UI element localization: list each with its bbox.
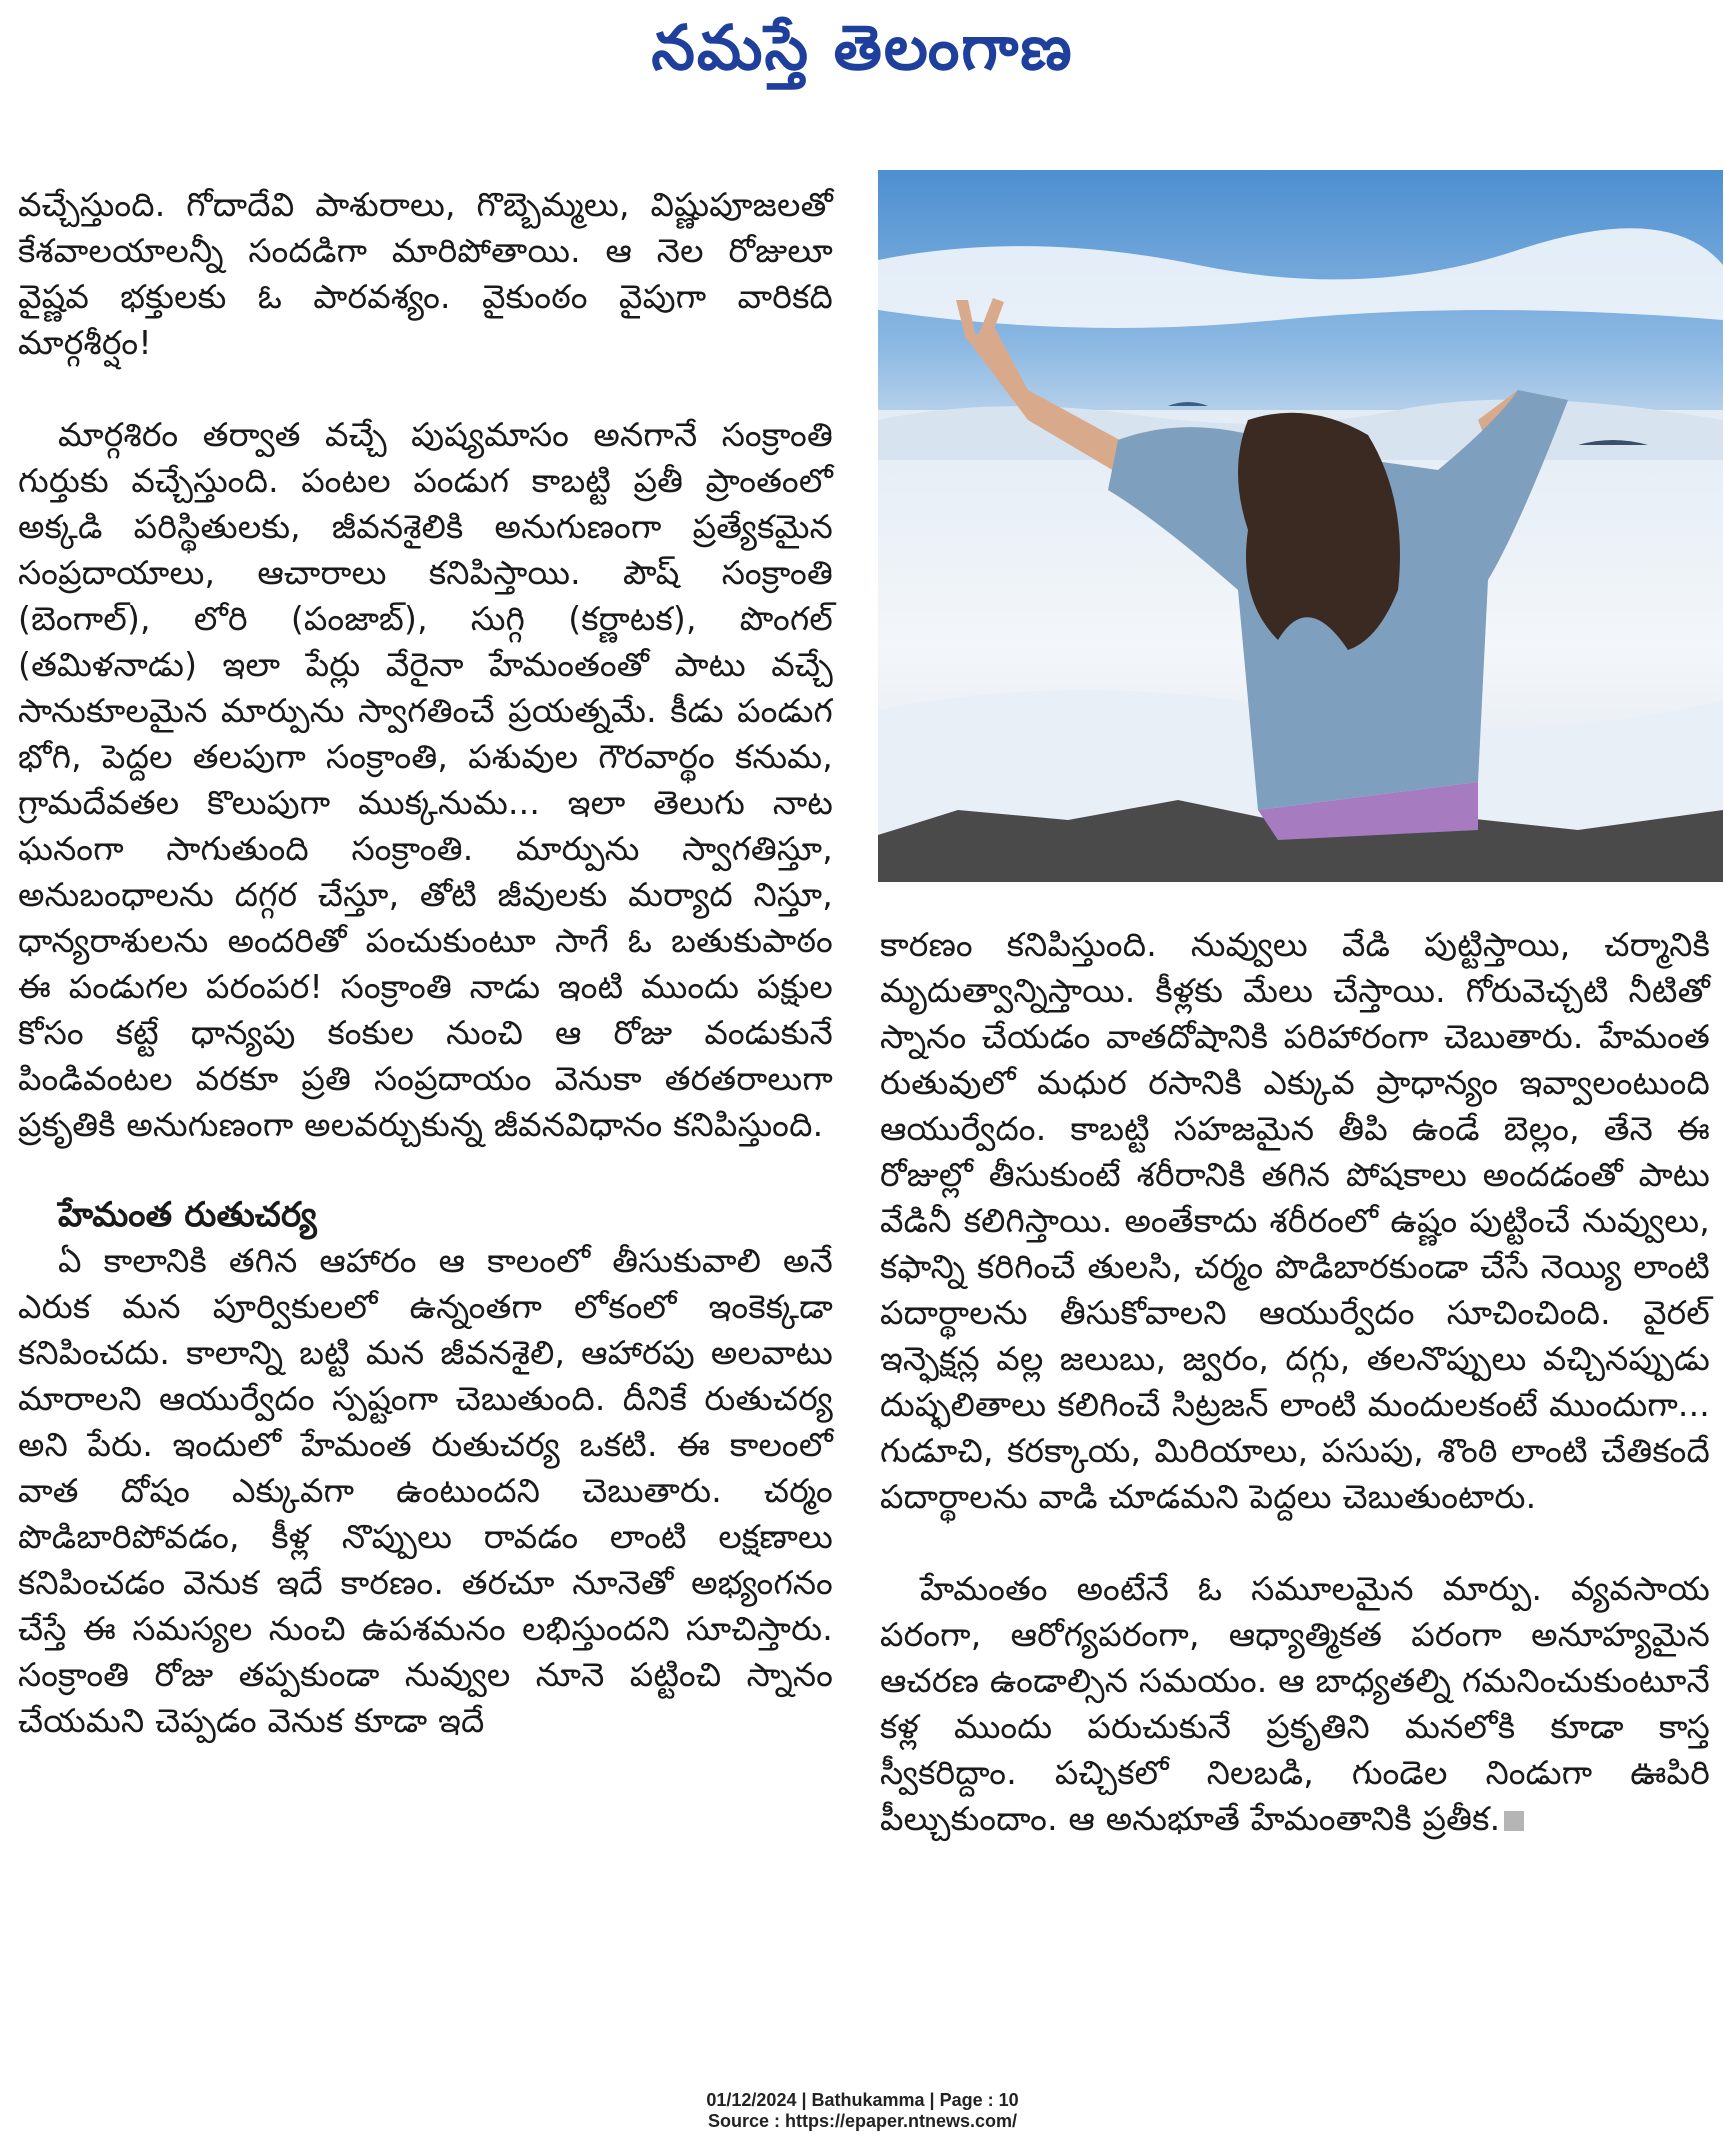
footer-date-page: 01/12/2024 | Bathukamma | Page : 10: [706, 2090, 1019, 2110]
article-photo: [878, 170, 1723, 882]
paragraph: మార్గశిరం తర్వాత వచ్చే పుష్యమాసం అనగానే సంక్రాంతి గుర్తుకు వచ్చేస్తుంది. పంటల పండుగ కాబట్టి ప్రతీ ప్రాంతంలో అక్కడి పరిస్థితులకు, జీవనశైలికి అనుగుణంగా ప్రత్యేకమైన సంప్రదాయాలు, ఆచారాలు కనిపిస్తాయి. పౌష్ సంక్రాంతి (బెంగాల్), లోరి (పంజాబ్), సుగ్గి (కర్ణాటక), పొంగల్ (తమిళనాడు) ఇలా పేర్లు వేరైనా హేమంతంతో పాటు వచ్చే సానుకూలమైన మార్పును స్వాగతించే ప్రయత్నమే. కీడు పండుగ భోగి, పెద్దల తలపుగా సంక్రాంతి, పశువుల గౌరవార్థం కనుమ, గ్రామదేవతల కొలుపుగా ముక్కనుమ... ఇలా తెలుగు నాట ఘనంగా సాగుతుంది సంక్రాంతి. మార్పును స్వాగతిస్తూ, అనుబంధాలను దగ్గర చేస్తూ, తోటి జీవులకు మర్యాద నిస్తూ, ధాన్యరాశులను అందరితో పంచుకుంటూ సాగే ఓ బతుకుపాఠం ఈ పండుగల పరంపర! సంక్రాంతి నాడు ఇంటి ముందు పక్షుల కోసం కట్టే ధాన్యపు కంకుల నుంచి ఆ రోజు వండుకునే పిండివంటల వరకూ ప్రతి సంప్రదాయం వెనుకా తరతరాలుగా ప్రకృతికి అనుగుణంగా అలవర్చుకున్న జీవనవిధానం కనిపిస్తుంది.: [18, 415, 833, 1144]
newspaper-masthead: నమస్తే తెలంగాణ: [651, 11, 1074, 84]
article-right-column: [880, 922, 1710, 1842]
paragraph: ఏ కాలానికి తగిన ఆహారం ఆ కాలంలో తీసుకువాలి అనే ఎరుక మన పూర్వికులలో ఉన్నంతగా లోకంలో ఇంకెక్కడా కనిపించదు. కాలాన్ని బట్టి మన జీవనశైలి, ఆహారపు అలవాటు మారాలని ఆయుర్వేదం స్పష్టంగా చెబుతుంది. దీనికే రుతుచర్య అని పేరు. ఇందులో హేమంత రుతుచర్య ఒకటి. ఈ కాలంలో వాత దోషం ఎక్కువగా ఉంటుందని చెబుతారు. చర్మం పొడిబారిపోవడం, కీళ్ల నొప్పులు రావడం లాంటి లక్షణాలు కనిపించడం వెనుక ఇదే కారణం. తరచూ నూనెతో అభ్యంగనం చేస్తే ఈ సమస్యల నుంచి ఉపశమనం లభిస్తుందని సూచిస్తారు. సంక్రాంతి రోజు తప్పకుండా నువ్వుల నూనె పట్టించి స్నానం చేయమని చెప్పడం వెనుక కూడా ఇదే: [18, 1241, 833, 1740]
paragraph: [880, 1566, 1710, 1842]
section-subheading: హేమంత రుతుచర్య: [58, 1195, 317, 1235]
paragraph-text: హేమంతం అంటేనే ఓ సమూలమైన మార్పు. వ్యవసాయ పరంగా, ఆరోగ్యపరంగా, ఆధ్యాత్మికత పరంగా అనూహ్యమైన ఆచరణ ఉండాల్సిన సమయం. ఆ బాధ్యతల్ని గమనించుకుంటూనే కళ్ల ముందు పరుచుకునే ప్రకృతిని మనలోకి కూడా కాస్త స్వీకరిద్దాం. పచ్చికలో నిలబడి, గుండెల నిండుగా ఊపిరి పీల్చుకుందాం. ఆ అనుభూతే హేమంతానికి ప్రతీక.: [880, 1569, 1710, 1838]
footer-source: Source : https://epaper.ntnews.com/: [707, 2111, 1018, 2131]
paragraph: వచ్చేస్తుంది. గోదాదేవి పాశురాలు, గొబ్బెమ్మలు, విష్ణుపూజలతో కేశవాలయాలన్నీ సందడిగా మారిపోతాయి. ఆ నెల రోజులూ వైష్ణవ భక్తులకు ఓ పారవశ్యం. వైకుంఠం వైపుగా వారికది మార్గశీర్షం!: [18, 185, 833, 362]
page-footer: [0, 2090, 1725, 2132]
article-left-column: [18, 182, 833, 1744]
paragraph: కారణం కనిపిస్తుంది. నువ్వులు వేడి పుట్టిస్తాయి, చర్మానికి మృదుత్వాన్నిస్తాయి. కీళ్లకు మేలు చేస్తాయి. గోరువెచ్చటి నీటితో స్నానం చేయడం వాతదోషానికి పరిహారంగా చెబుతారు. హేమంత రుతువులో మధుర రసానికి ఎక్కువ ప్రాధాన్యం ఇవ్వాలంటుంది ఆయుర్వేదం. కాబట్టి సహజమైన తీపి ఉండే బెల్లం, తేనె ఈ రోజుల్లో తీసుకుంటే శరీరానికి తగిన పోషకాలు అందడంతో పాటు వేడినీ కలిగిస్తాయి. అంతేకాదు శరీరంలో ఉష్ణం పుట్టించే నువ్వులు, కఫాన్ని కరిగించే తులసి, చర్మం పొడిబారకుండా చేసే నెయ్యి లాంటి పదార్థాలను తీసుకోవాలని ఆయుర్వేదం సూచించింది. వైరల్ ఇన్ఫెక్షన్ల వల్ల జలుబు, జ్వరం, దగ్గు, తలనొప్పులు వచ్చినప్పుడు దుష్ఫలితాలు కలిగించే సిట్రజన్ లాంటి మందులకంటే ముందుగా... గుడూచి, కరక్కాయ, మిరియాలు, పసుపు, శొంఠి లాంటి చేతికందే పదార్థాలను వాడి చూడమని పెద్దలు చెబుతుంటారు.: [880, 925, 1710, 1516]
end-of-article-mark: [1504, 1811, 1524, 1831]
